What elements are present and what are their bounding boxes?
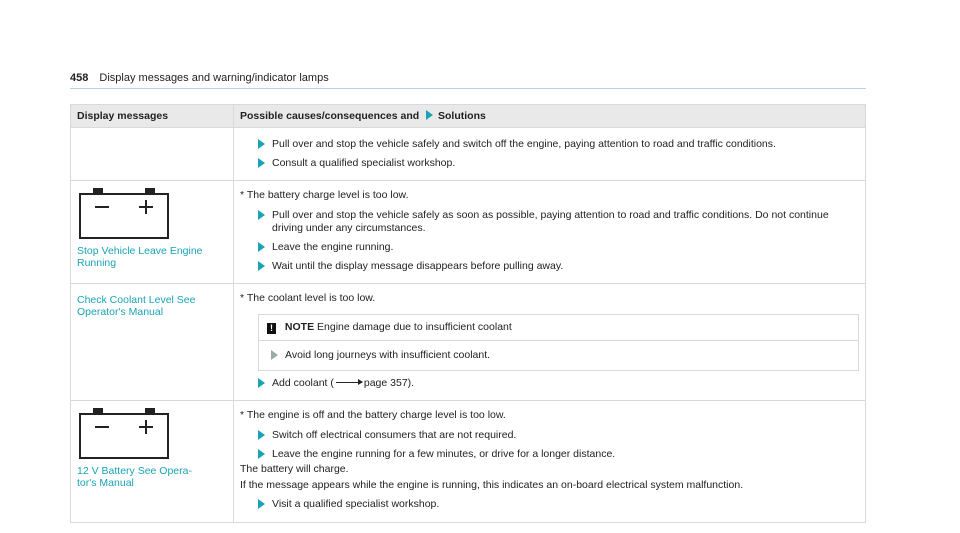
static-text: The battery will charge. [240,463,349,476]
page-reference-arrow-icon [336,382,362,383]
cause-text: * The battery charge level is too low. [240,189,409,202]
page-number: 458 [70,72,89,84]
list-item: Pull over and stop the vehicle safely and switch off the engine, paying attention to road and traffic conditions. [258,138,859,151]
page-header-title: Display messages and warning/indicator lamps [99,72,329,84]
list-item: Avoid long journeys with insufficient coolant. [271,349,850,362]
arrow-icon [258,261,265,271]
arrow-icon [271,350,278,360]
arrow-icon [258,499,265,509]
solution-cell [234,401,866,522]
page-header [70,72,329,84]
battery-icon [79,413,169,459]
message-cell [71,181,234,284]
solution-cell [234,128,866,181]
page-reference-link[interactable]: page 357). [363,377,415,390]
list-item: Pull over and stop the vehicle safely as soon as possible, paying attention to road and traffic conditions. Do not continue driving under any circumstances. [258,209,859,235]
table-row [71,181,866,284]
col-header-solutions-label: Solutions [438,110,486,122]
list-item: Leave the engine running for a few minutes, or drive for a longer distance. [258,448,859,461]
arrow-icon [258,210,265,220]
table-header-row [71,105,866,128]
message-cell [71,284,234,401]
note-label: NOTE [284,321,315,334]
arrow-icon [258,378,265,388]
table-row [71,128,866,181]
arrow-icon [258,430,265,440]
arrow-icon [258,158,265,168]
warning-icon: ! [267,323,276,334]
list-item: Consult a qualified specialist workshop. [258,157,859,170]
battery-icon [79,193,169,239]
col-header-causes [234,105,866,128]
display-message-text: 12 V Battery See Opera- tor's Manual [77,465,192,490]
solution-cell [234,181,866,284]
list-item: Switch off electrical consumers that are not required. [258,429,859,442]
table-row [71,284,866,401]
solution-cell [234,284,866,401]
arrow-icon [258,139,265,149]
display-message-text: Check Coolant Level See Operator's Manual [77,294,196,319]
cause-text: * The coolant level is too low. [240,292,376,305]
arrow-icon [426,110,433,120]
note-text: Engine damage due to insufficient coolant [317,321,512,334]
table-row [71,401,866,522]
header-divider [70,88,866,89]
note-box [258,314,859,371]
list-item: Add coolant ( page 357). [258,377,859,390]
message-cell [71,128,234,181]
col-header-causes-label: Possible causes/consequences and [240,110,420,122]
message-cell [71,401,234,522]
display-messages-table [70,104,866,523]
arrow-icon [258,242,265,252]
static-text: If the message appears while the engine is running, this indicates an on-board electrical system malfunction. [240,478,744,491]
display-message-text: Stop Vehicle Leave Engine Running [77,245,203,270]
list-item: Visit a qualified specialist workshop. [258,498,859,511]
list-item: Wait until the display message disappears before pulling away. [258,260,859,273]
cause-text: * The engine is off and the battery charge level is too low. [240,409,506,422]
col-header-display-messages: Display messages [71,105,234,128]
list-item: Leave the engine running. [258,241,859,254]
arrow-icon [258,449,265,459]
